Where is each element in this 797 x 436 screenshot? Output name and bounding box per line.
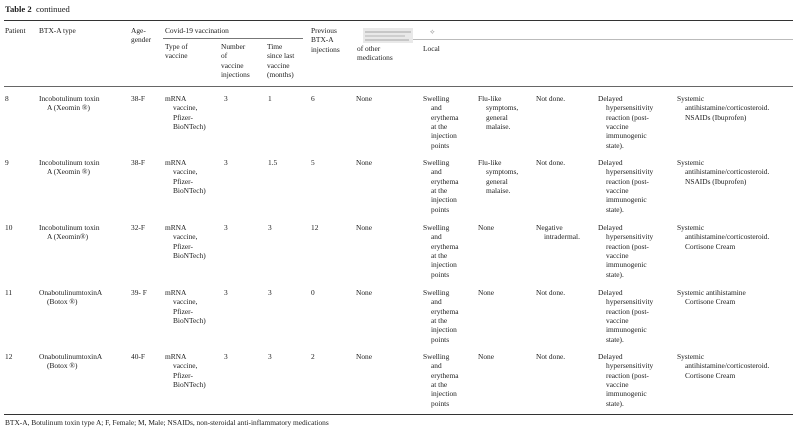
cell-vaccine-type: mRNA [165,288,187,297]
cell-diagnosis: hypersensitivity [606,232,654,242]
cell-vaccine-type: BioNTech) [173,315,206,325]
cell-btx-type: (Botox ®) [47,297,78,307]
cell-btx-type: Incobotulinum toxin [39,94,100,103]
cell-systemic-symptoms: malaise. [486,121,511,131]
cell-vaccine-type: BioNTech) [173,185,206,195]
cell-local-reaction: at the [431,315,448,325]
cell-previous-btx: 6 [311,94,315,103]
cell-patient: 12 [5,352,13,361]
cell-local-reaction: at the [431,250,448,260]
cell-local-reaction: Swelling [423,352,450,361]
header-patient: Patient [5,26,26,35]
cell-vaccine-type: BioNTech) [173,379,206,389]
cell-btx-type: Incobotulinum toxin [39,158,100,167]
cell-vaccine-type: mRNA [165,223,187,232]
cell-diagnosis: vaccine [606,121,629,131]
cell-time-since-last: 1 [268,94,272,103]
cell-treatment: NSAIDs (Ibuprofen) [685,112,747,122]
cell-treatment: Systemic [677,223,705,232]
cell-vaccine-type: Pfizer- [173,370,193,380]
cell-diagnosis: hypersensitivity [606,361,654,371]
cell-vaccine-type: BioNTech) [173,121,206,131]
header-covid-vaccination: Covid-19 vaccination [165,26,229,35]
header-number-of-injections-line: vaccine [221,60,244,70]
cell-btx-type: OnabotulinumtoxinA [39,288,103,297]
header-other-medications-line: of other [357,44,381,53]
cell-systemic-symptoms: None [478,223,495,232]
cell-local-reaction: Swelling [423,288,450,297]
header-number-of-injections-line: injections [221,69,250,79]
cell-diagnosis: reaction (post- [606,241,649,251]
cell-diagnosis: reaction (post- [606,112,649,122]
header-age-gender-line: gender [131,35,152,45]
cell-treatment: Systemic [677,158,705,167]
cell-treatment: Systemic antihistamine [677,288,746,297]
cell-local-reaction: points [431,334,450,344]
cell-treatment: antihistamine/corticosteroid. [685,361,770,371]
cell-other-medications: None [356,94,373,103]
cell-diagnosis: hypersensitivity [606,103,654,113]
cell-time-since-last: 3 [268,223,272,232]
cell-treatment: Cortisone Cream [685,297,736,307]
cell-test: intradermal. [544,232,580,242]
header-time-since-last [267,42,294,79]
cell-diagnosis: Delayed [598,223,623,232]
cell-treatment: antihistamine/corticosteroid. [685,103,770,113]
cell-local-reaction: points [431,140,450,150]
cell-treatment: Systemic [677,94,705,103]
cell-patient: 11 [5,288,13,297]
cell-systemic-symptoms: symptoms, [486,167,519,177]
cell-local-reaction: and [431,232,442,242]
cell-test: Not done. [536,94,566,103]
cell-local-reaction: erythema [431,306,459,316]
cell-age-gender: 32-F [131,223,145,232]
cell-local-reaction: points [431,269,450,279]
cell-diagnosis: vaccine [606,379,629,389]
header-number-of-injections-line: of [221,51,228,61]
cell-other-medications: None [356,158,373,167]
cell-number-injections: 3 [224,223,228,232]
cell-patient: 8 [5,94,9,103]
header-previous-btx [311,26,340,54]
header-age-gender-line: Age- [131,26,146,35]
cell-btx-type: A (Xeomin®) [47,232,89,242]
cell-systemic-symptoms: Flu-like [478,94,502,103]
cell-local-reaction: points [431,204,450,214]
cell-local-reaction: at the [431,121,448,131]
cell-vaccine-type: mRNA [165,352,187,361]
cell-systemic-symptoms: Flu-like [478,158,502,167]
cell-local-reaction: at the [431,185,448,195]
watermark-mark-icon: ⟡ [430,28,435,36]
cell-previous-btx: 0 [311,288,315,297]
top-rule [4,20,793,21]
table-label: Table 2 [5,4,32,14]
cell-local-reaction: erythema [431,112,459,122]
cell-vaccine-type: vaccine, [173,103,198,113]
cell-systemic-symptoms: general [486,112,508,122]
cell-vaccine-type: mRNA [165,94,187,103]
cell-local-reaction: at the [431,379,448,389]
cell-diagnosis: reaction (post- [606,370,649,380]
cell-previous-btx: 12 [311,223,319,232]
cell-local-reaction: and [431,361,442,371]
cell-previous-btx: 5 [311,158,315,167]
cell-local-reaction: injection [431,325,457,335]
cell-diagnosis: state). [606,140,624,150]
cell-diagnosis: reaction (post- [606,306,649,316]
cell-diagnosis: immunogenic [606,195,647,205]
cell-local-reaction: injection [431,195,457,205]
cell-diagnosis: Delayed [598,158,623,167]
header-previous-btx-line: injections [311,44,340,54]
cell-time-since-last: 1.5 [268,158,278,167]
header-age-gender [131,26,151,45]
header-time-since-last-line: since last [267,51,295,61]
cell-other-medications: None [356,288,373,297]
table-footnote: BTX-A, Botulinum toxin type A; F, Female; M, Male; NSAIDs, non-steroidal anti-inflammatory medications [5,418,329,427]
cell-number-injections: 3 [224,352,228,361]
cell-other-medications: None [356,352,373,361]
header-other-medications [357,44,393,63]
cell-local-reaction: injection [431,260,457,270]
cell-vaccine-type: Pfizer- [173,176,193,186]
header-time-since-last-line: Time [267,42,283,51]
bottom-rule [4,414,793,415]
cell-diagnosis: hypersensitivity [606,297,654,307]
cell-treatment: Cortisone Cream [685,241,736,251]
cell-btx-type: (Botox ®) [47,361,78,371]
cell-vaccine-type: BioNTech) [173,250,206,260]
cell-btx-type: A (Xeomin ®) [47,167,90,177]
cell-test: Not done. [536,158,566,167]
cell-diagnosis: vaccine [606,315,629,325]
cell-treatment: Cortisone Cream [685,370,736,380]
cell-vaccine-type: Pfizer- [173,241,193,251]
header-partial-rule [413,39,793,40]
cell-diagnosis: state). [606,398,624,408]
header-type-of-vaccine-line: Type of [165,42,188,51]
cell-local-reaction: erythema [431,176,459,186]
cell-diagnosis: vaccine [606,250,629,260]
cell-btx-type: A (Xeomin ®) [47,103,90,113]
cell-local-reaction: and [431,297,442,307]
cell-test: Not done. [536,352,566,361]
header-type-of-vaccine [165,42,188,61]
cell-treatment: antihistamine/corticosteroid. [685,232,770,242]
cell-diagnosis: immunogenic [606,260,647,270]
cell-diagnosis: state). [606,334,624,344]
cell-diagnosis: state). [606,204,624,214]
cell-local-reaction: Swelling [423,223,450,232]
cell-test: Negative [536,223,563,232]
cell-number-injections: 3 [224,288,228,297]
header-time-since-last-line: vaccine [267,60,290,70]
cell-vaccine-type: Pfizer- [173,306,193,316]
cell-vaccine-type: vaccine, [173,361,198,371]
cell-vaccine-type: vaccine, [173,167,198,177]
cell-local-reaction: erythema [431,370,459,380]
cell-other-medications: None [356,223,373,232]
table-caption [5,5,70,14]
cell-systemic-symptoms: general [486,176,508,186]
cell-diagnosis: vaccine [606,185,629,195]
cell-treatment: Systemic [677,352,705,361]
cell-age-gender: 39- F [131,288,147,297]
cell-systemic-symptoms: symptoms, [486,103,519,113]
cell-diagnosis: reaction (post- [606,176,649,186]
cell-local-reaction: erythema [431,241,459,251]
cell-diagnosis: state). [606,269,624,279]
covid-group-rule [163,38,303,39]
cell-number-injections: 3 [224,94,228,103]
cell-previous-btx: 2 [311,352,315,361]
cell-diagnosis: immunogenic [606,131,647,141]
cell-diagnosis: immunogenic [606,389,647,399]
cell-number-injections: 3 [224,158,228,167]
cell-local-reaction: and [431,167,442,177]
cell-age-gender: 38-F [131,94,145,103]
cell-local-reaction: injection [431,389,457,399]
cell-patient: 10 [5,223,13,232]
header-number-of-injections-line: Number [221,42,246,51]
cell-age-gender: 40-F [131,352,145,361]
header-previous-btx-line: BTX-A [311,35,334,45]
cell-systemic-symptoms: malaise. [486,185,511,195]
cell-diagnosis: hypersensitivity [606,167,654,177]
header-local: Local [423,44,440,53]
cell-local-reaction: injection [431,131,457,141]
watermark-stamp-icon [363,28,413,43]
cell-diagnosis: Delayed [598,288,623,297]
header-previous-btx-line: Previous [311,26,337,35]
cell-age-gender: 38-F [131,158,145,167]
cell-local-reaction: and [431,103,442,113]
cell-treatment: NSAIDs (Ibuprofen) [685,176,747,186]
cell-systemic-symptoms: None [478,288,495,297]
cell-diagnosis: immunogenic [606,325,647,335]
cell-vaccine-type: vaccine, [173,297,198,307]
cell-patient: 9 [5,158,9,167]
cell-vaccine-type: Pfizer- [173,112,193,122]
cell-diagnosis: Delayed [598,94,623,103]
header-time-since-last-line: (months) [267,69,294,79]
cell-btx-type: OnabotulinumtoxinA [39,352,103,361]
header-type-of-vaccine-line: vaccine [165,51,188,61]
cell-test: Not done. [536,288,566,297]
cell-time-since-last: 3 [268,288,272,297]
table-caption-suffix: continued [35,4,70,14]
cell-local-reaction: Swelling [423,158,450,167]
cell-vaccine-type: mRNA [165,158,187,167]
cell-local-reaction: Swelling [423,94,450,103]
header-btx-type: BTX-A type [39,26,76,35]
cell-systemic-symptoms: None [478,352,495,361]
cell-vaccine-type: vaccine, [173,232,198,242]
cell-local-reaction: points [431,398,450,408]
header-other-medications-line: medications [357,53,393,63]
header-bottom-rule [4,86,793,87]
header-number-of-injections [221,42,250,79]
cell-btx-type: Incobotulinum toxin [39,223,100,232]
cell-treatment: antihistamine/corticosteroid. [685,167,770,177]
cell-time-since-last: 3 [268,352,272,361]
cell-diagnosis: Delayed [598,352,623,361]
